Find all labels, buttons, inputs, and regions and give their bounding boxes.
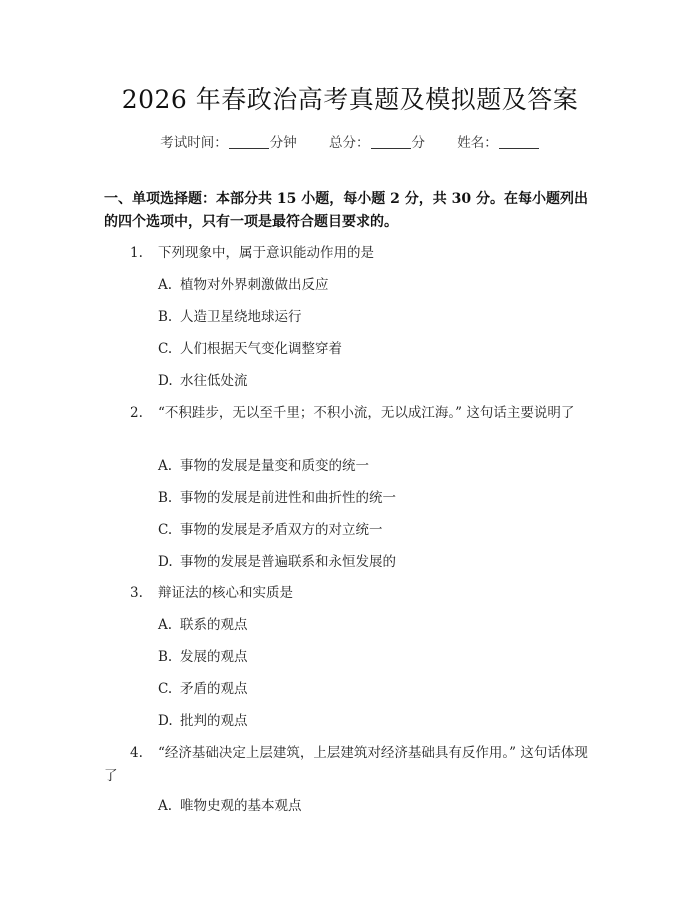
option-letter: D.	[158, 713, 173, 729]
question-3-option-b	[158, 646, 248, 669]
option-text: 矛盾的观点	[180, 681, 248, 697]
option-letter: A.	[158, 798, 173, 814]
question-2-option-a	[158, 455, 369, 478]
section-heading: 一、单项选择题：本部分共 15 小题，每小题 2 分，共 30 分。在每小题列出的四个选项中，只有一项是最符合题目要求的。	[104, 191, 588, 230]
option-text: 事物的发展是矛盾双方的对立统一	[180, 522, 383, 538]
exam-score-label: 总分：	[329, 135, 370, 151]
question-stem: 下列现象中，属于意识能动作用的是	[158, 245, 374, 261]
question-1-option-a	[158, 274, 329, 297]
option-letter: B.	[158, 309, 173, 325]
exam-meta	[0, 131, 700, 151]
exam-name-blank	[499, 136, 539, 149]
option-letter: A.	[158, 617, 173, 633]
option-text: 水往低处流	[180, 373, 248, 389]
question-3-option-a	[158, 614, 248, 637]
option-letter: A.	[158, 458, 173, 474]
question-2	[104, 402, 596, 425]
question-1-option-b	[158, 306, 302, 329]
question-stem: 辩证法的核心和实质是	[158, 585, 293, 601]
option-letter: B.	[158, 649, 173, 665]
question-3-option-d	[158, 710, 248, 733]
option-letter: C.	[158, 681, 173, 697]
option-text: 事物的发展是前进性和曲折性的统一	[180, 490, 396, 506]
exam-name-label: 姓名：	[457, 135, 498, 151]
question-2-option-b	[158, 487, 396, 510]
option-text: 植物对外界刺激做出反应	[180, 277, 329, 293]
option-letter: C.	[158, 341, 173, 357]
option-text: 发展的观点	[180, 649, 248, 665]
exam-score-unit: 分	[411, 135, 425, 151]
question-2-option-c	[158, 519, 383, 542]
page-title: 2026 年春政治高考真题及模拟题及答案	[121, 85, 579, 114]
question-4-option-a	[158, 795, 302, 818]
question-number: 2.	[130, 405, 143, 421]
option-text: 人造卫星绕地球运行	[180, 309, 302, 325]
option-letter: D.	[158, 373, 173, 389]
question-stem: “不积跬步，无以至千里；不积小流，无以成江海。” 这句话主要说明了	[158, 405, 575, 421]
question-1	[104, 242, 596, 265]
option-letter: A.	[158, 277, 173, 293]
question-stem: “经济基础决定上层建筑，上层建筑对经济基础具有反作用。” 这句话体现了	[104, 745, 588, 784]
question-2-option-d	[158, 551, 396, 574]
option-letter: D.	[158, 554, 173, 570]
exam-time-unit: 分钟	[269, 135, 297, 151]
question-4	[104, 742, 596, 788]
exam-time-label: 考试时间：	[160, 135, 228, 151]
option-text: 联系的观点	[180, 617, 248, 633]
question-3-option-c	[158, 678, 248, 701]
option-text: 事物的发展是量变和质变的统一	[180, 458, 369, 474]
question-3	[104, 582, 596, 605]
question-number: 4.	[130, 745, 143, 761]
exam-score-blank	[371, 136, 411, 149]
option-letter: B.	[158, 490, 173, 506]
option-text: 唯物史观的基本观点	[180, 798, 302, 814]
option-letter: C.	[158, 522, 173, 538]
option-text: 批判的观点	[180, 713, 248, 729]
exam-score	[329, 131, 425, 151]
exam-time	[160, 131, 297, 151]
exam-name	[457, 131, 540, 151]
option-text: 事物的发展是普遍联系和永恒发展的	[180, 554, 396, 570]
exam-time-blank	[229, 136, 269, 149]
question-number: 1.	[130, 245, 143, 261]
option-text: 人们根据天气变化调整穿着	[180, 341, 342, 357]
question-1-option-c	[158, 338, 342, 361]
question-1-option-d	[158, 370, 248, 393]
question-number: 3.	[130, 585, 143, 601]
